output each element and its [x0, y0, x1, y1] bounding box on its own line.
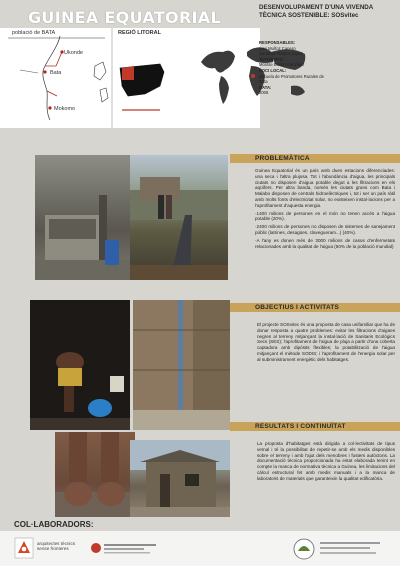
photo-feet — [55, 432, 135, 517]
atsf-logo-icon — [14, 537, 34, 559]
atsf-logo-line-1: arquitectes tècnics — [37, 541, 76, 546]
project-title-line-1: DESENVOLUPAMENT D'UNA VIVENDA — [259, 4, 374, 11]
resultats-title: RESULTATS I CONTINUÏTAT — [255, 423, 346, 430]
photo-pipe-house — [133, 300, 230, 430]
university-logo-icon — [90, 541, 160, 555]
region-map-label: REGIÓ LITORAL — [118, 30, 161, 36]
objectius-paragraph-1: El projecte SOSvitec és una proposta de casa unifamiliar que ha de donar resposta a quatre problemes: evitar les filtracions d'aigües negres al terreny mitjançant la instal·lació de Sanitaris Ecològics Secs (SES); l'aprofitament de l'aigua de pluja a partir d'una coberta captadora amb dipòsits flexibles; la potabilització de l'aigua mitjançant el mètode SODIS; i l'aprofitament de l'energia solar per al subministrament energètic dels habitatges. — [257, 322, 395, 362]
place-mokomo: Mokomo — [54, 106, 76, 112]
problematica-paragraph-1: Guinea Equatorial és un país amb dues estacions diferenciades: una seca i l'altra plujosa. Tot i l'abundància d'aigua, les principals ciutats no disposen d'aigua potable degut a les filtracions en els aqüífers. Per altra banda, només les ciutats grans com Bata i Malabo disposen de centrals hidroelèctriques i, tot i ser un país ràtil amb molts fonts d'electricitat solar, no existeixen instal·lacions per a l'aprofitament d'aquesta energia. — [255, 168, 395, 208]
atsf-logo-line-2: sense fronteres — [37, 546, 69, 552]
place-bata: Bata — [50, 70, 62, 76]
photo-water-tank — [35, 155, 130, 280]
soci-name: Escuela de Promotores Rurales de Bata — [259, 73, 324, 85]
resultats-text — [257, 441, 395, 484]
objectius-text — [257, 322, 395, 365]
project-title-line-2: TÈCNICA SOSTENIBLE: SOSvitec — [259, 12, 359, 19]
tutor-heading: TUTOR PFC: — [259, 56, 285, 62]
bata-map-label: població de BATA — [12, 30, 56, 36]
responsable-2: Jonathan Ramos López — [259, 51, 304, 57]
data-heading: DATA: — [259, 84, 272, 90]
responsable-1: Ivan Muñoz Canero — [259, 45, 296, 51]
escuela-logo-icon — [292, 537, 384, 561]
poster-title: GUINEA EQUATORIAL — [28, 8, 221, 27]
photo-woman-washing — [30, 300, 130, 430]
tutor-name: Montse Bosch González — [259, 62, 305, 68]
project-title — [259, 4, 399, 20]
atsf-logo-text — [37, 541, 75, 552]
problematica-text — [255, 168, 395, 251]
problematica-paragraph-2: ·1400 milions de persones en el món no tenen accés a l'aigua potable (20%). — [255, 210, 395, 222]
resultats-paragraph-1: La proposta d'habitatges està dirigida a col·lectivitats de tipus veïnal i té la possibilitat de repetir-se amb els medis disponibles sobre el terreny i amb l'ajut dels menobres i fusters autòctons. La documentació tècnica proporcionada ha estat elaborada tenint en compte la manca de normativa tècnica a Guinea, les limitacions del càlcul estructural fet amb medis manuals i a la manca de laboratoris de materials que garanteixin la qualitat edificatòria. — [257, 441, 395, 481]
data-value: 2006 — [259, 90, 269, 96]
photo-wooden-hut — [130, 440, 230, 517]
problematica-paragraph-3: ·2400 milions de persones no disposen de sistemes de sanejament públic (latrines, desagües, clavegueram...) (40%). — [255, 224, 395, 235]
collaborators-title: COL·LABORADORS: — [14, 520, 94, 529]
objectius-title: OBJECTIUS I ACTIVITATS — [255, 304, 340, 311]
problematica-title: PROBLEMÀTICA — [255, 155, 310, 162]
photo-drain-channel — [130, 155, 228, 280]
soci-heading: SOCI LOCAL: — [259, 67, 287, 73]
place-ukonde: Ukonde — [64, 50, 83, 56]
responsables-heading: RESPONSABLES: — [259, 40, 296, 45]
credits-block — [259, 40, 329, 96]
problematica-paragraph-4: ·A l'any es donen més de 3000 milions de casos d'enfermetats relacionades amb la qualitat de l'aigua (50% de la població mundial) — [255, 237, 395, 249]
